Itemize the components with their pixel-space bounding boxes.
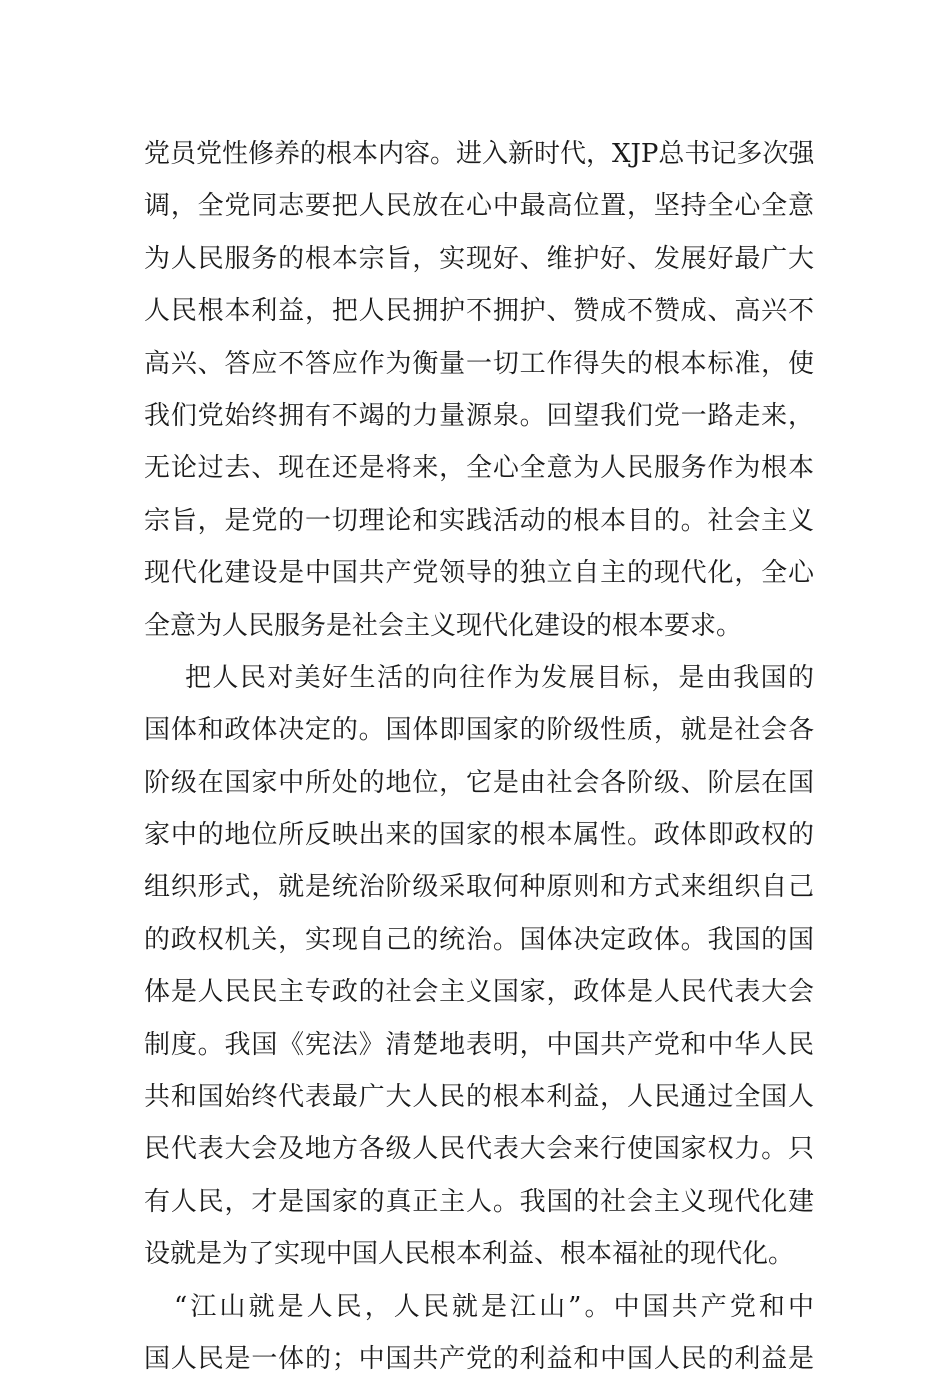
text-line: 阶级在国家中所处的地位，它是由社会各阶级、阶层在国 <box>144 767 814 798</box>
text-line: 现代化建设是中国共产党领导的独立自主的现代化，全心 <box>144 558 814 589</box>
text-line: 有人民，才是国家的真正主人。我国的社会主义现代化建 <box>144 1186 814 1217</box>
text-line: 家中的地位所反映出来的国家的根本属性。政体即政权的 <box>144 820 814 851</box>
text-line: 体是人民民主专政的社会主义国家，政体是人民代表大会 <box>144 977 814 1008</box>
text-line: 国体和政体决定的。国体即国家的阶级性质，就是社会各 <box>144 715 814 746</box>
text-line: 制度。我国《宪法》清楚地表明，中国共产党和中华人民 <box>144 1029 814 1060</box>
paragraph-3 <box>144 1281 814 1385</box>
text-line: 我们党始终拥有不竭的力量源泉。回望我们党一路走来， <box>144 400 814 431</box>
text-line: 的政权机关，实现自己的统治。国体决定政体。我国的国 <box>144 924 814 955</box>
text-line: 组织形式，就是统治阶级采取何种原则和方式来组织自己 <box>144 872 814 903</box>
text-line: 调，全党同志要把人民放在心中最高位置，坚持全心全意 <box>144 191 814 222</box>
text-line: 党员党性修养的根本内容。进入新时代，XJP总书记多次强 <box>144 139 815 169</box>
text-line: 人民根本利益，把人民拥护不拥护、赞成不赞成、高兴不 <box>144 296 814 327</box>
text-line: 无论过去、现在还是将来，全心全意为人民服务作为根本 <box>144 453 814 484</box>
paragraph-2 <box>144 652 814 1281</box>
text-line: 全意为人民服务是社会主义现代化建设的根本要求。 <box>144 610 743 641</box>
text-line: “江山就是人民，人民就是江山”。中国共产党和中 <box>174 1291 814 1322</box>
text-line: 国人民是一体的；中国共产党的利益和中国人民的利益是 <box>144 1343 814 1374</box>
text-line: 为人民服务的根本宗旨，实现好、维护好、发展好最广大 <box>144 243 814 274</box>
text-line: 设就是为了实现中国人民根本利益、根本福祉的现代化。 <box>144 1239 795 1270</box>
text-line: 宗旨，是党的一切理论和实践活动的根本目的。社会主义 <box>144 505 814 536</box>
text-line: 共和国始终代表最广大人民的根本利益，人民通过全国人 <box>144 1082 814 1113</box>
paragraph-1 <box>144 128 814 652</box>
text-line: 把人民对美好生活的向往作为发展目标，是由我国的 <box>185 662 814 693</box>
text-line: 高兴、答应不答应作为衡量一切工作得失的根本标准，使 <box>144 348 814 379</box>
body-text <box>144 128 814 1385</box>
text-line: 民代表大会及地方各级人民代表大会来行使国家权力。只 <box>144 1134 814 1165</box>
